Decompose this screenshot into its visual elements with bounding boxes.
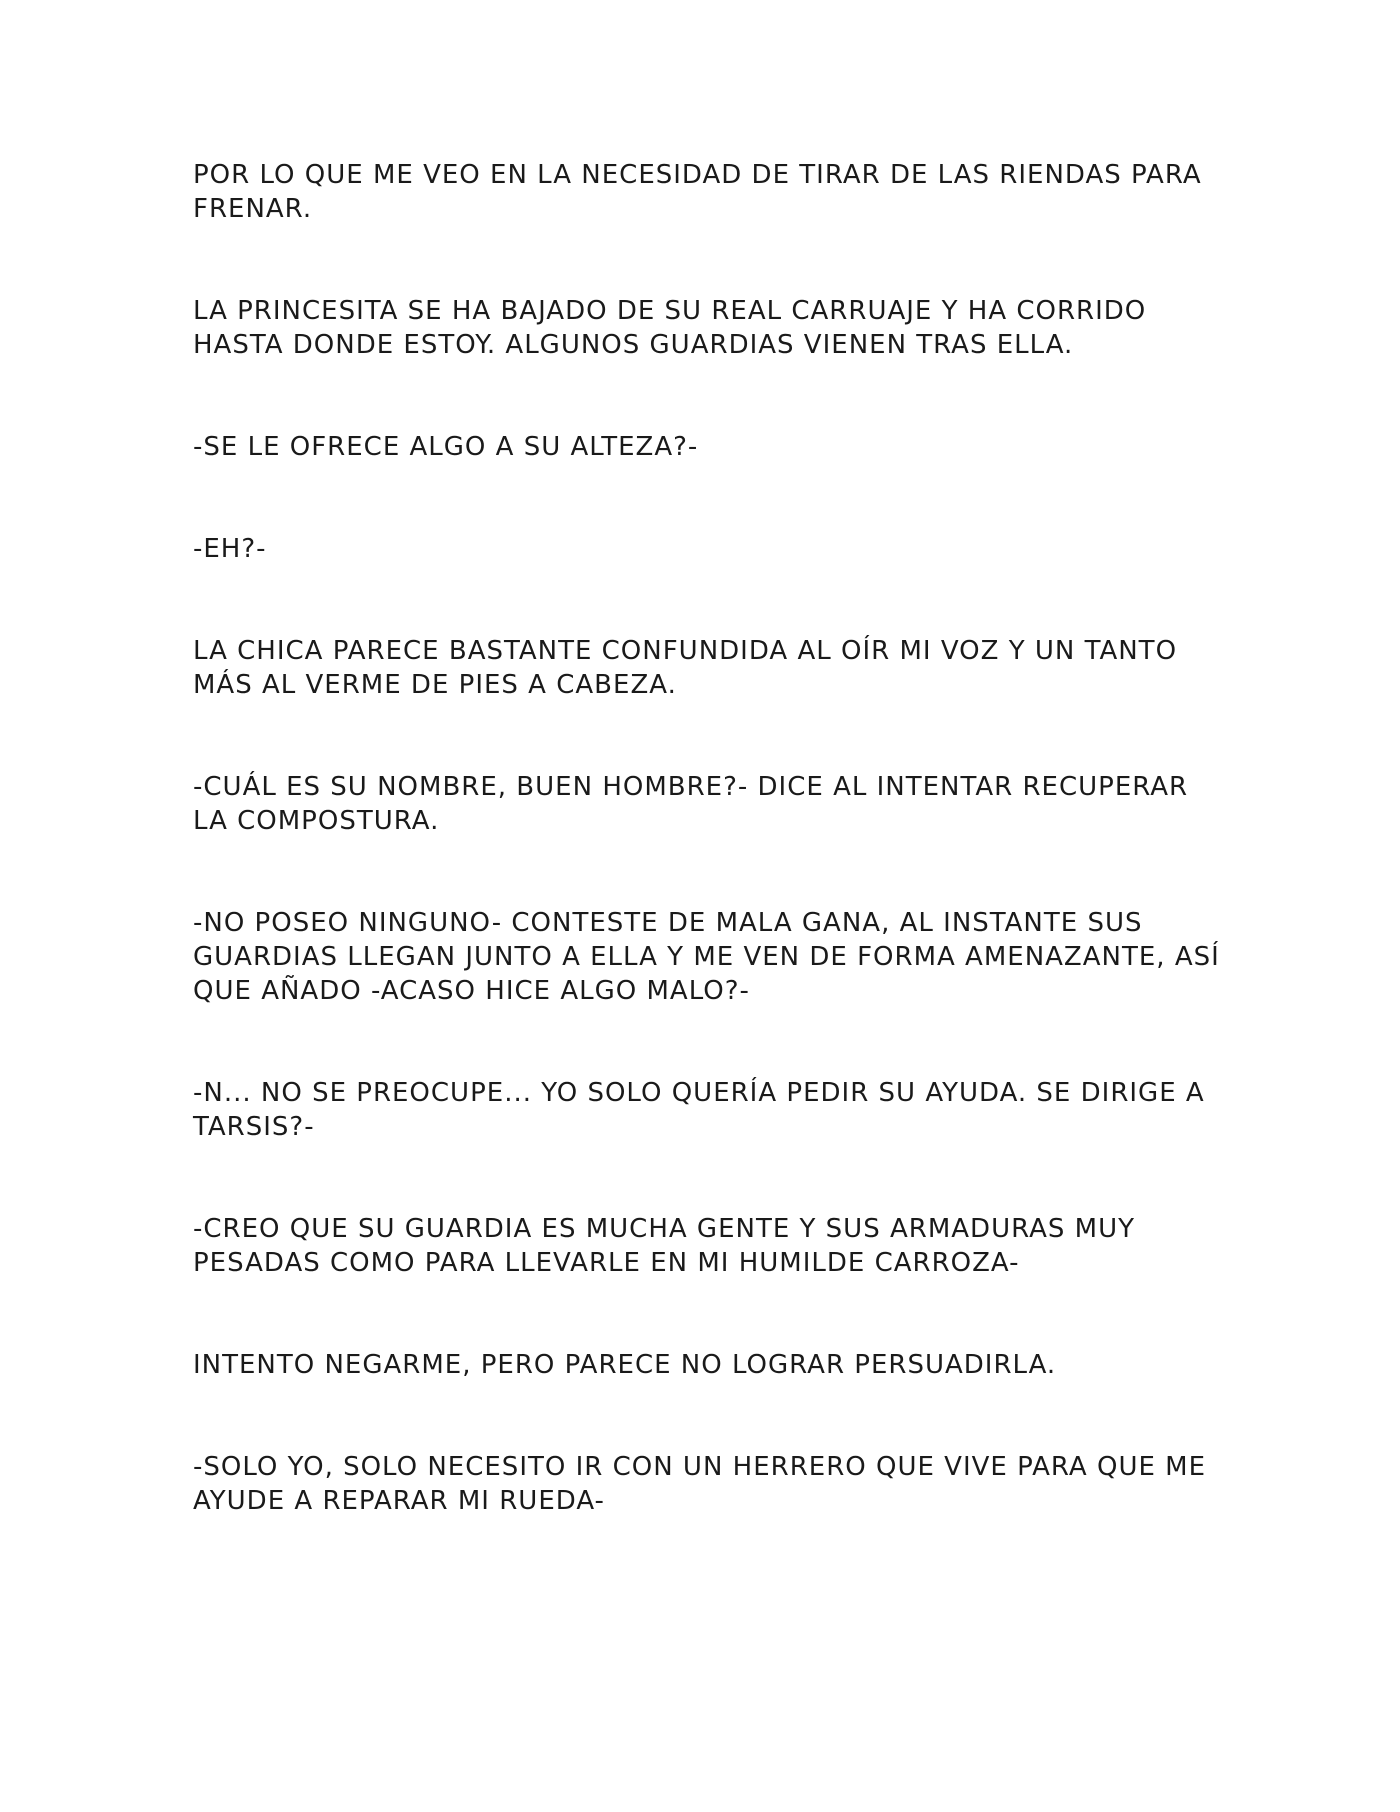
paragraph: LA CHICA PARECE BASTANTE CONFUNDIDA AL OÍR MI VOZ Y UN TANTO MÁS AL VERME DE PIES A CABEZA. <box>193 636 1178 700</box>
paragraph: -N... NO SE PREOCUPE... YO SOLO QUERÍA PEDIR SU AYUDA. SE DIRIGE A TARSIS?- <box>193 1078 1205 1142</box>
paragraph: LA PRINCESITA SE HA BAJADO DE SU REAL CARRUAJE Y HA CORRIDO HASTA DONDE ESTOY. ALGUNOS GUARDIAS VIENEN TRAS ELLA. <box>193 296 1147 360</box>
paragraph: POR LO QUE ME VEO EN LA NECESIDAD DE TIRAR DE LAS RIENDAS PARA FRENAR. <box>193 160 1202 224</box>
paragraph: -CUÁL ES SU NOMBRE, BUEN HOMBRE?- DICE AL INTENTAR RECUPERAR LA COMPOSTURA. <box>193 772 1189 836</box>
paragraph: INTENTO NEGARME, PERO PARECE NO LOGRAR PERSUADIRLA. <box>193 1350 1057 1380</box>
paragraph: -NO POSEO NINGUNO- CONTESTE DE MALA GANA, AL INSTANTE SUS GUARDIAS LLEGAN JUNTO A ELLA Y ME VEN DE FORMA AMENAZANTE, ASÍ QUE AÑADO -ACASO HICE ALGO MALO?- <box>193 908 1220 1006</box>
paragraph: -SOLO YO, SOLO NECESITO IR CON UN HERRERO QUE VIVE PARA QUE ME AYUDE A REPARAR MI RUEDA- <box>193 1452 1207 1516</box>
paragraph: -CREO QUE SU GUARDIA ES MUCHA GENTE Y SUS ARMADURAS MUY PESADAS COMO PARA LLEVARLE EN MI HUMILDE CARROZA- <box>193 1214 1136 1278</box>
paragraph: -SE LE OFRECE ALGO A SU ALTEZA?- <box>193 432 699 462</box>
paragraph: -EH?- <box>193 534 267 564</box>
document-body <box>193 158 1223 1586</box>
